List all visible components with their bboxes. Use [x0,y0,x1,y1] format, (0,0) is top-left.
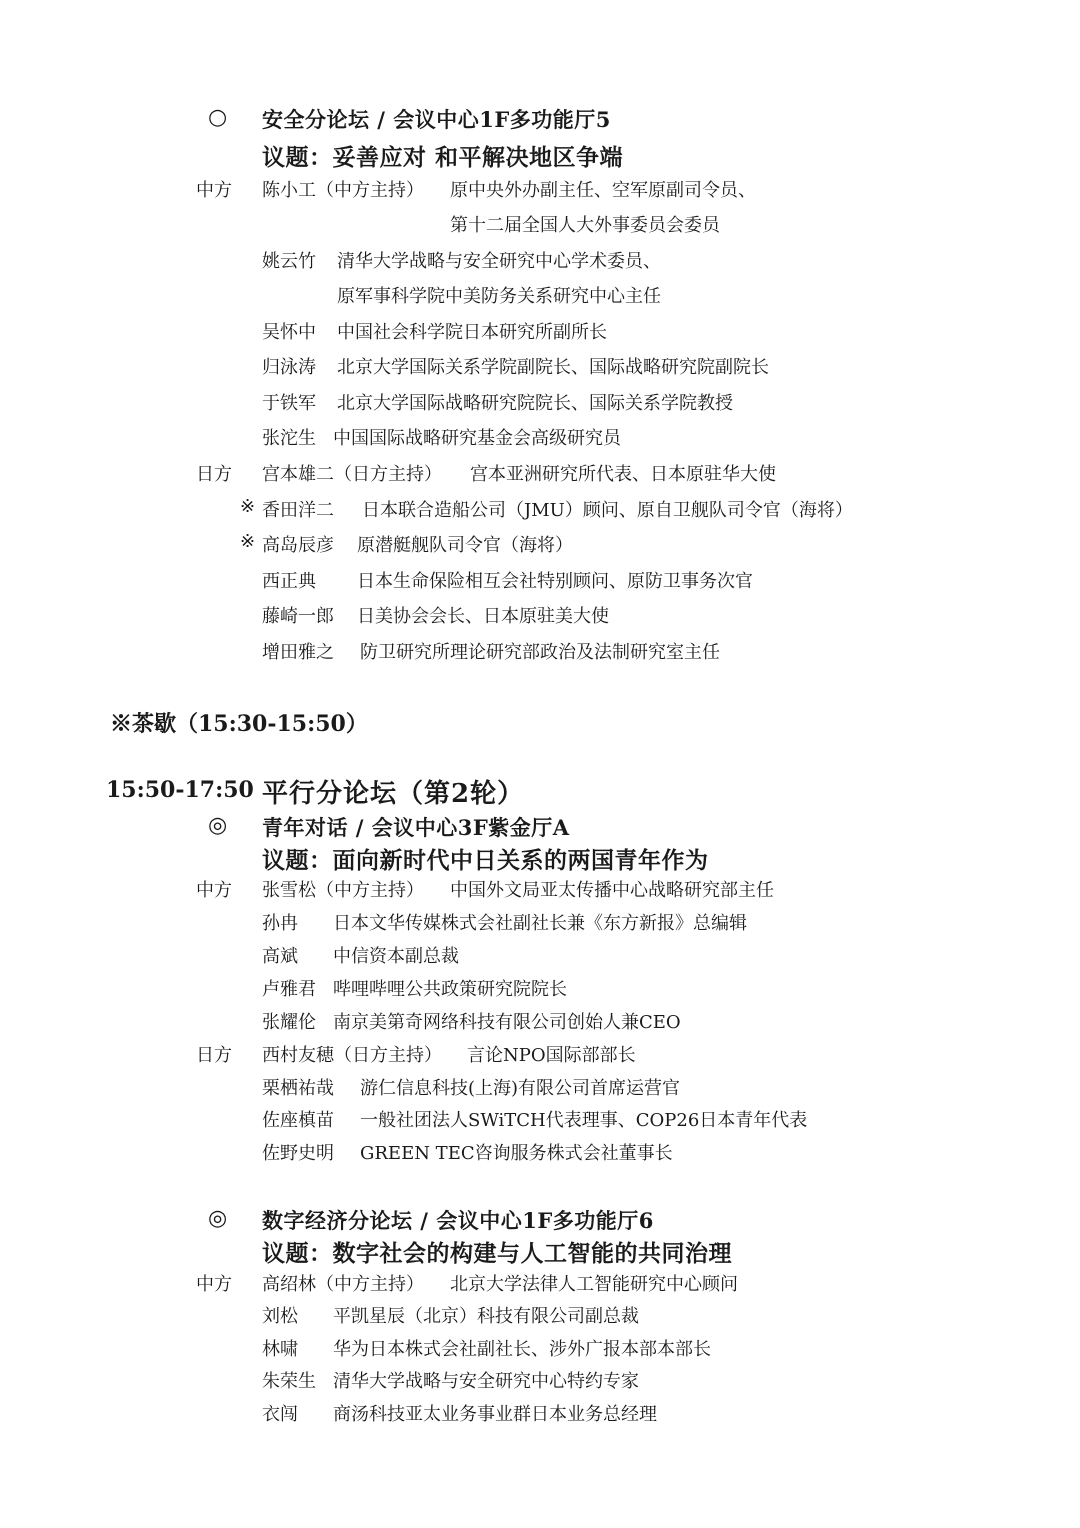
forum-bullet-icon: ◎ [208,1205,228,1231]
participant-role: 中信资本副总裁 [333,946,459,967]
participant-role: 日本生命保险相互会社特别顾问、原防卫事务次官 [357,571,753,592]
participant-name: 刘松 [262,1306,298,1327]
participant-name: 佐座槙苗 [262,1110,334,1131]
tea-break-heading: ※茶歇（15:30-15:50） [110,711,368,737]
participant-name: 增田雅之 [262,642,334,663]
participant-name: 栗栖祐哉 [262,1078,334,1099]
participant-name: 林啸 [262,1339,298,1360]
participant-role: 商汤科技亚太业务事业群日本业务总经理 [333,1404,657,1425]
participant-name: 姚云竹 [262,251,316,272]
forum-bullet-icon: ◎ [208,812,228,838]
participant-name: 藤崎一郎 [262,606,334,627]
participant-name: 卢雅君 [262,979,316,1000]
participant-name: 张沱生 [262,428,316,449]
participant-role: 日本联合造船公司（JMU）顾问、原自卫舰队司令官（海将） [362,500,853,521]
participant-role: 中国外文局亚太传播中心战略研究部主任 [450,880,774,901]
participant-role: 华为日本株式会社副社长、涉外广报本部本部长 [333,1339,711,1360]
participant-role: 第十二届全国人大外事委员会委员 [450,215,720,236]
session-title: 平行分论坛（第2轮） [262,779,525,809]
participant-role: GREEN TEC咨询服务株式会社董事长 [360,1143,673,1164]
participant-name: 西正典 [262,571,316,592]
participant-role: 一般社团法人SWiTCH代表理事、COP26日本青年代表 [360,1110,808,1131]
chinese-side-label: 中方 [196,180,232,201]
chinese-side-label: 中方 [196,1274,232,1295]
participant-role: 平凯星辰（北京）科技有限公司副总裁 [333,1306,639,1327]
participant-role: 北京大学法律人工智能研究中心顾问 [450,1274,738,1295]
participant-name: 吴怀中 [262,322,316,343]
participant-name: 归泳涛 [262,357,316,378]
participant-name: 高绍林（中方主持） [262,1274,424,1295]
participant-name: 宫本雄二（日方主持） [262,464,442,485]
participant-role: 言论NPO国际部部长 [467,1045,636,1066]
japanese-side-label: 日方 [196,1045,232,1066]
participant-role: 南京美第奇网络科技有限公司创始人兼CEO [333,1012,681,1033]
japanese-side-label: 日方 [196,464,232,485]
participant-role: 北京大学国际战略研究院院长、国际关系学院教授 [337,393,733,414]
participant-role: 原军事科学院中美防务关系研究中心主任 [337,286,661,307]
participant-name: 孙冉 [262,913,298,934]
participant-role: 日美协会会长、日本原驻美大使 [357,606,609,627]
participant-role: 日本文华传媒株式会社副社长兼《东方新报》总编辑 [333,913,747,934]
digital-forum-topic: 议题：数字社会的构建与人工智能的共同治理 [262,1240,732,1267]
participant-role: 哔哩哔哩公共政策研究院院长 [333,979,567,1000]
security-forum-title: 安全分论坛 / 会议中心1F多功能厅5 [262,107,611,132]
participant-name: 于铁军 [262,393,316,414]
session-time: 15:50-17:50 [106,777,254,803]
youth-forum-topic: 议题：面向新时代中日关系的两国青年作为 [262,847,709,874]
participant-name: 香田洋二 [262,500,334,521]
participant-name: 衣闯 [262,1404,298,1425]
participant-name: 张雪松（中方主持） [262,880,424,901]
youth-forum-title: 青年对话 / 会议中心3F紫金厅A [262,815,570,840]
participant-name: 高岛辰彦 [262,535,334,556]
forum-bullet-icon: ○ [208,104,228,130]
participant-role: 清华大学战略与安全研究中心学术委员、 [337,251,661,272]
participant-name: 高斌 [262,946,298,967]
participant-role: 中国社会科学院日本研究所副所长 [337,322,607,343]
participant-name: 朱荣生 [262,1371,316,1392]
participant-role: 宫本亚洲研究所代表、日本原驻华大使 [470,464,776,485]
note-mark: ※ [240,531,256,552]
chinese-side-label: 中方 [196,880,232,901]
participant-role: 清华大学战略与安全研究中心特约专家 [333,1371,639,1392]
participant-name: 张耀伦 [262,1012,316,1033]
participant-role: 原潜艇舰队司令官（海将） [357,535,573,556]
participant-role: 游仁信息科技(上海)有限公司首席运营官 [360,1078,681,1099]
participant-name: 陈小工（中方主持） [262,180,424,201]
participant-role: 防卫研究所理论研究部政治及法制研究室主任 [360,642,720,663]
digital-forum-title: 数字经济分论坛 / 会议中心1F多功能厅6 [262,1208,654,1233]
participant-role: 中国国际战略研究基金会高级研究员 [333,428,621,449]
participant-name: 西村友穂（日方主持） [262,1045,442,1066]
participant-role: 原中央外办副主任、空军原副司令员、 [450,180,756,201]
security-forum-topic: 议题：妥善应对 和平解决地区争端 [262,144,624,171]
note-mark: ※ [240,496,256,517]
participant-name: 佐野史明 [262,1143,334,1164]
participant-role: 北京大学国际关系学院副院长、国际战略研究院副院长 [337,357,769,378]
